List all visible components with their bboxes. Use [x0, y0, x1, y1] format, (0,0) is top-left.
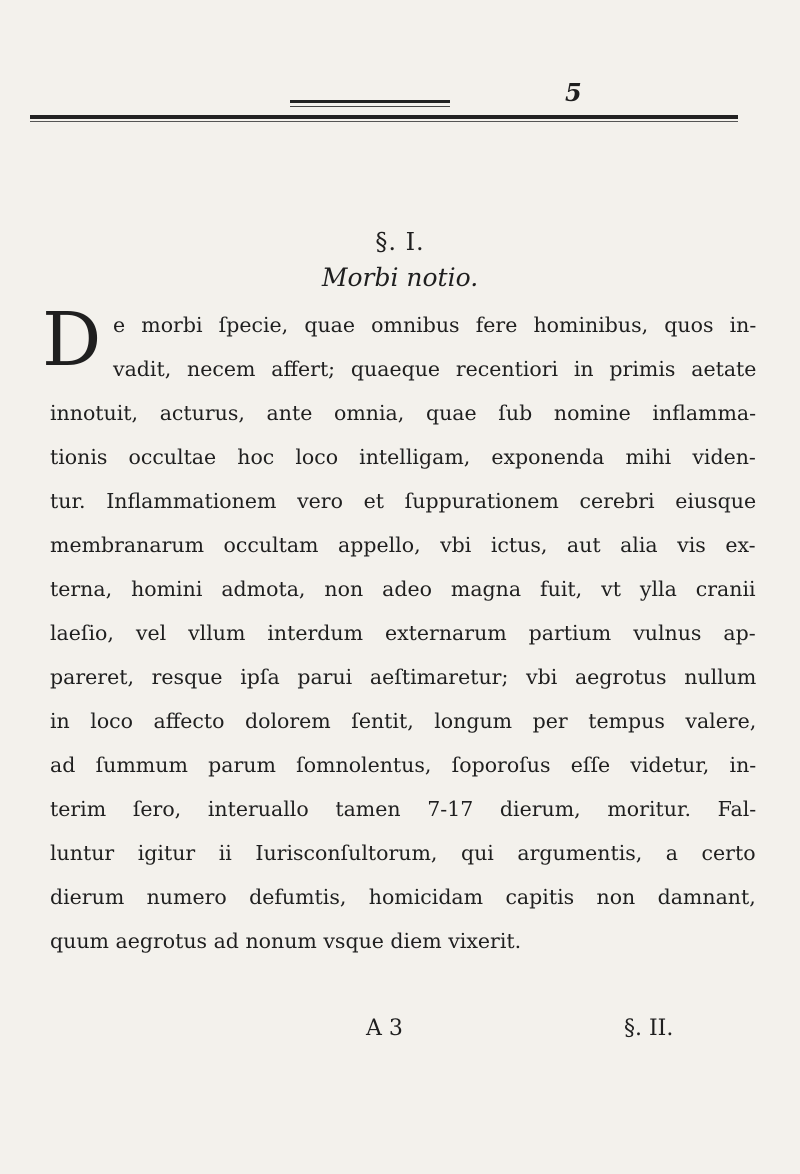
- section-title: Morbi notio.: [321, 263, 479, 292]
- section-heading: §. I.: [375, 228, 425, 256]
- text-line: tur. Inflammationem vero et ſuppurationem cerebri eiusque: [50, 489, 757, 513]
- signature-mark: A 3: [366, 1016, 403, 1041]
- text-line: tionis occultae hoc loco intelligam, exponenda mihi viden-: [50, 445, 756, 469]
- text-line: vadit, necem affert; quaeque recentiori in primis aetate: [113, 357, 757, 381]
- text-line: terim ſero, interuallo tamen 7-17 dierum, moritur. Fal-: [50, 797, 757, 821]
- text-line: laeſio, vel vllum interdum externarum partium vulnus ap-: [50, 621, 756, 645]
- text-line: dierum numero defumtis, homicidam capitis non damnant,: [50, 885, 756, 909]
- text-line: quum aegrotus ad nonum vsque diem vixerit.: [50, 929, 522, 953]
- text-line: luntur igitur ii Iurisconſultorum, qui argumentis, a certo: [50, 841, 756, 865]
- text-line: pareret, resque ipſa parui aeſtimaretur; vbi aegrotus nullum: [50, 665, 757, 689]
- text-line: membranarum occultam appello, vbi ictus, aut alia vis ex-: [50, 533, 756, 557]
- text-line: terna, homini admota, non adeo magna fuit, vt ylla cranii: [50, 577, 756, 601]
- text-line: ad ſummum parum ſomnolentus, ſoporoſus eſſe videtur, in-: [50, 753, 757, 777]
- drop-cap: D: [42, 297, 102, 383]
- page-number: 5: [565, 78, 582, 107]
- text-line: innotuit, acturus, ante omnia, quae ſub nomine inflamma-: [50, 401, 757, 425]
- text-line: e morbi ſpecie, quae omnibus fere hominibus, quos in-: [113, 313, 757, 337]
- catchword: §. II.: [624, 1016, 674, 1041]
- text-line: in loco affecto dolorem ſentit, longum per tempus valere,: [50, 709, 757, 733]
